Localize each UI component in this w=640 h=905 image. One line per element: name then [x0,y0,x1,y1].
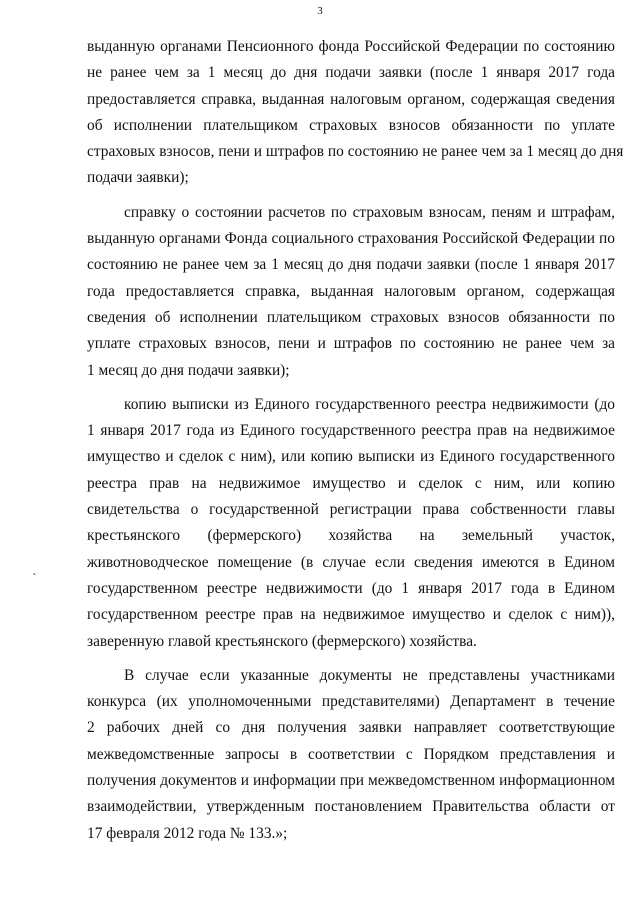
paragraph-real-estate-registry-extract [87,392,615,655]
text-line: крестьянского (фермерского) хозяйства на земельный участок, [87,527,615,545]
text-line: 1 января 2017 года из Единого государственного реестра прав на недвижимое [87,422,615,440]
text-line: межведомственные запросы в соответствии с Порядком представления и [87,745,615,763]
text-line: конкурса (их уполномоченными представителями) Департамент в течение [87,693,615,711]
text-line: взаимодействии, утвержденным постановлением Правительства области от [87,798,615,816]
paragraph-social-insurance-certificate [87,200,615,384]
text-line: государственном реестре недвижимости (до 1 января 2017 года в Едином [87,579,615,597]
paragraph-interagency-requests [87,663,615,847]
text-line: справку о состоянии расчетов по страховым взносам, пеням и штрафам, [124,203,615,221]
text-line: не ранее чем за 1 месяц до дня подачи заявки (после 1 января 2017 года [87,64,615,82]
text-line: года предоставляется справка, выданная налоговым органом, содержащая [87,282,615,300]
text-line: государственном реестре прав на недвижимое имущество и сделок с ним)), [87,606,615,624]
text-line: имущество и сделок с ним), или копию выписки из Единого государственного [87,448,615,466]
text-line: об исполнении плательщиком страховых взносов обязанности по уплате [87,116,615,134]
text-line: уплате страховых взносов, пени и штрафов по состоянию не ранее чем за [87,335,615,353]
stray-mark: ˛ [33,565,37,576]
text-line: 2 рабочих дней со дня получения заявки направляет соответствующие [87,719,615,737]
text-line: 17 февраля 2012 года № 133.»; [87,824,288,842]
text-line: 1 месяц до дня подачи заявки); [87,361,290,379]
text-line: состоянию не ранее чем за 1 месяц до дня подачи заявки (после 1 января 2017 [87,256,615,274]
text-line: копию выписки из Единого государственного реестра недвижимости (до [124,395,615,413]
page-number: 3 [317,5,323,17]
document-body [87,34,624,847]
text-line: заверенную главой крестьянского (фермерского) хозяйства. [87,632,477,650]
text-line: животноводческое помещение (в случае если сведения имеются в Едином [87,553,615,571]
text-line: выданную органами Пенсионного фонда Российской Федерации по состоянию [87,38,615,55]
text-line: В случае если указанные документы не представлены участниками [124,666,615,684]
paragraph-pension-fund-certificate [87,34,624,192]
text-line: подачи заявки); [87,169,189,187]
text-line: получения документов и информации при межведомственном информационном [87,772,615,790]
text-line: выданную органами Фонда социального страхования Российской Федерации по [87,230,615,248]
text-line: реестра прав на недвижимое имущество и сделок с ним, или копию [87,474,615,492]
text-line: сведения об исполнении плательщиком страховых взносов обязанности по [87,308,615,326]
text-line: страховых взносов, пени и штрафов по состоянию не ранее чем за 1 месяц до дня [87,143,624,161]
text-line: предоставляется справка, выданная налоговым органом, содержащая сведения [87,90,615,108]
text-line: свидетельства о государственной регистрации права собственности главы [87,501,615,519]
